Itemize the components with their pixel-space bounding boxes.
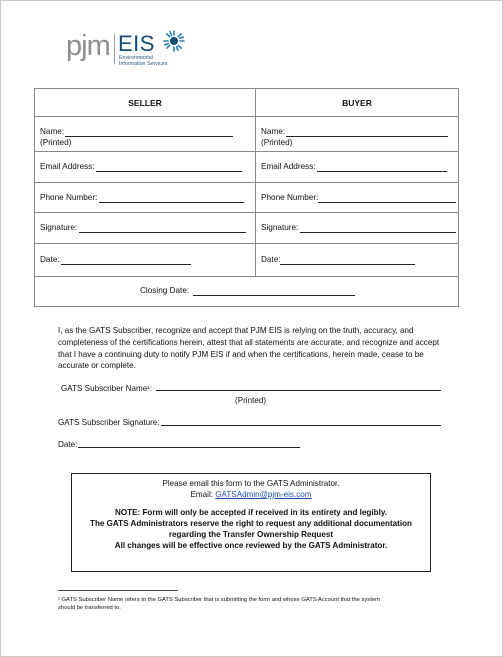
- buyer-email-cell: [256, 152, 459, 183]
- logo-subtitle: [119, 55, 199, 67]
- buyer-signature-field[interactable]: [300, 232, 456, 233]
- subscriber-date-label: Date:: [58, 440, 78, 449]
- seller-signature-cell: [35, 213, 256, 244]
- seller-date-field[interactable]: [61, 264, 191, 265]
- seller-name-label: Name:: [40, 127, 65, 136]
- subscriber-date-field[interactable]: [78, 447, 300, 448]
- buyer-name-field[interactable]: [286, 136, 448, 137]
- footnote: [58, 596, 478, 613]
- buyer-date-label: Date:: [261, 255, 281, 264]
- seller-signature-field[interactable]: [79, 232, 246, 233]
- logo-subtitle-line2: Information Services: [119, 61, 168, 67]
- subscriber-name-label: GATS Subscriber Name¹:: [61, 384, 153, 393]
- submission-notice-box: [71, 473, 431, 572]
- seller-phone-cell: [35, 183, 256, 213]
- closing-date-cell: [35, 277, 459, 307]
- buyer-date-field[interactable]: [280, 264, 415, 265]
- buyer-printed-label: (Printed): [261, 138, 293, 147]
- footnote-line-1: ¹ GATS Subscriber Name refers to the GATS Subscriber that is submitting the form and whose GATS Account that the system: [58, 597, 380, 603]
- certification-paragraph: [58, 325, 458, 372]
- seller-signature-label: Signature:: [40, 223, 78, 232]
- seller-name-field[interactable]: [65, 136, 233, 137]
- seller-buyer-table: [34, 88, 459, 307]
- seller-date-cell: [35, 244, 256, 277]
- logo-brand: pjm: [66, 30, 110, 62]
- buyer-name-label: Name:: [261, 127, 286, 136]
- seller-phone-field[interactable]: [99, 202, 244, 203]
- logo-product: EIS: [118, 31, 155, 56]
- closing-date-field[interactable]: [193, 295, 355, 296]
- subscriber-name-field[interactable]: [156, 390, 441, 391]
- buyer-header: BUYER: [256, 89, 459, 117]
- seller-email-label: Email Address:: [40, 162, 95, 171]
- sun-burst-icon: [163, 30, 185, 52]
- buyer-signature-cell: [256, 213, 459, 244]
- notice-note-line-2: The GATS Administrators reserve the right to request any additional documentation: [90, 519, 412, 528]
- buyer-name-cell: [256, 117, 459, 152]
- notice-email-prefix: Email:: [190, 490, 214, 499]
- buyer-phone-label: Phone Number:: [261, 193, 319, 202]
- buyer-signature-label: Signature:: [261, 223, 299, 232]
- notice-note-line-3: regarding the Transfer Ownership Request: [168, 530, 334, 539]
- seller-header: SELLER: [35, 89, 256, 117]
- cert-line-3: that I have a continuing duty to notify PJM EIS if and when the certifications, herein made, cease to be: [58, 349, 424, 359]
- buyer-phone-field[interactable]: [318, 202, 456, 203]
- seller-name-cell: [35, 117, 256, 152]
- seller-date-label: Date:: [40, 255, 60, 264]
- logo-divider: [114, 34, 115, 64]
- subscriber-signature-label: GATS Subscriber Signature:: [58, 418, 160, 427]
- buyer-phone-cell: [256, 183, 459, 213]
- buyer-email-field[interactable]: [317, 171, 447, 172]
- subscriber-printed-label: (Printed): [235, 396, 267, 405]
- seller-email-field[interactable]: [96, 171, 242, 172]
- cert-line-1: I, as the GATS Subscriber, recognize and accept that PJM EIS is relying on the truth, accuracy, and: [58, 326, 414, 335]
- gats-admin-email-link[interactable]: GATSAdmin@pjm-eis.com: [215, 490, 312, 499]
- notice-note-line-1: NOTE: Form will only be accepted if received in its entirety and legibly.: [115, 508, 387, 517]
- buyer-email-label: Email Address:: [261, 162, 316, 171]
- buyer-date-cell: [256, 244, 459, 277]
- subscriber-signature-field[interactable]: [161, 425, 441, 426]
- footnote-divider: [58, 590, 178, 591]
- seller-email-cell: [35, 152, 256, 183]
- logo-subtitle-line1: Environmental: [119, 55, 153, 61]
- closing-date-label: Closing Date:: [140, 286, 190, 295]
- notice-email-instruction: Please email this form to the GATS Administrator.: [162, 479, 340, 488]
- notice-note-line-4: All changes will be effective once reviewed by the GATS Administrator.: [114, 541, 388, 550]
- cert-line-4: accurate or complete.: [58, 361, 136, 371]
- footnote-line-2: should be transferred to.: [58, 605, 121, 612]
- seller-phone-label: Phone Number:: [40, 193, 98, 202]
- seller-printed-label: (Printed): [40, 138, 72, 147]
- cert-line-2: completeness of the certifications herein, attest that all statements are accurate, and recognize and accept: [58, 337, 440, 347]
- notice-email-line: [72, 490, 430, 499]
